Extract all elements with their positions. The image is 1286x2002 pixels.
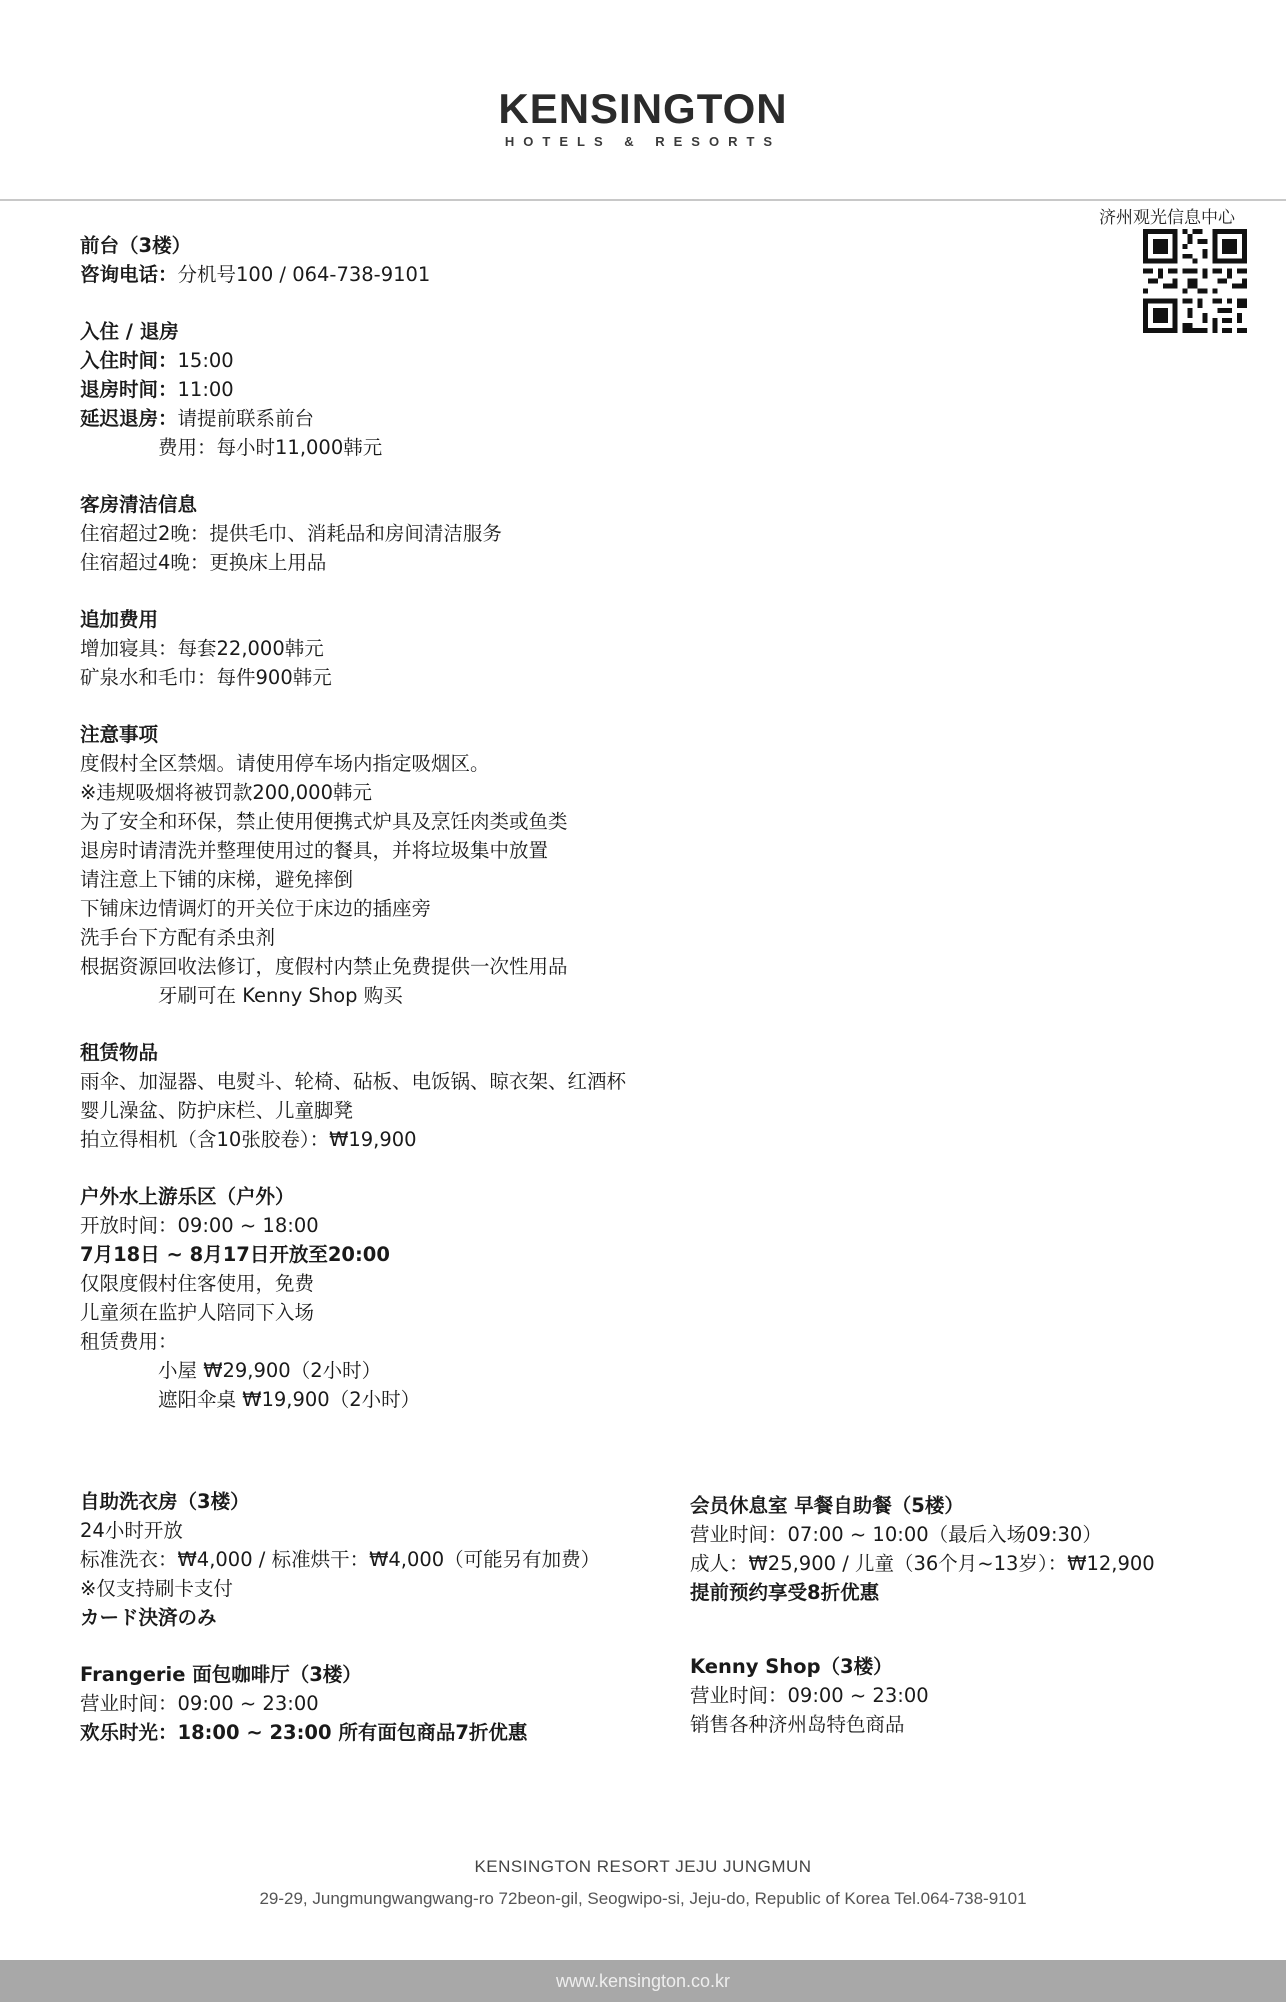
extra-fee-section — [80, 605, 840, 692]
lounge-title: 会员休息室 早餐自助餐（5楼） — [690, 1494, 964, 1517]
checkout-time — [80, 375, 840, 404]
list-item: 增加寝具：每套22,000韩元 — [80, 637, 324, 660]
notice-title: 注意事项 — [80, 723, 159, 746]
footer-resort-name: KENSINGTON RESORT JEJU JUNGMUN — [474, 1857, 812, 1876]
list-item: ※违规吸烟将被罚款200,000韩元 — [80, 781, 372, 804]
checkout-value: 11:00 — [177, 378, 234, 401]
notice-sub-item: 牙刷可在 Kenny Shop 购买 — [158, 984, 403, 1007]
late-checkout — [80, 404, 840, 433]
cleaning-section — [80, 490, 840, 577]
front-desk-section — [80, 231, 840, 289]
checkout-label: 退房时间： — [80, 378, 178, 401]
header-divider — [0, 199, 1286, 201]
bottom-right-column — [690, 1491, 1250, 1767]
water-park-section — [80, 1182, 840, 1414]
footer-website-link[interactable]: www.kensington.co.kr — [555, 1971, 731, 1991]
water-park-title: 户外水上游乐区（户外） — [80, 1185, 295, 1208]
water-park-summer-hours: 7月18日 ~ 8月17日开放至20:00 — [80, 1243, 390, 1266]
rental-title: 租赁物品 — [80, 1041, 159, 1064]
rental-fee-item: 小屋 ₩29,900（2小时） — [158, 1359, 382, 1382]
shop-section — [690, 1652, 1250, 1739]
cleaning-title: 客房清洁信息 — [80, 493, 198, 516]
checkin-title: 入住 / 退房 — [80, 320, 179, 343]
logo-sub-text: HOTELS & RESORTS — [504, 134, 782, 149]
rental-fee-item: 遮阳伞桌 ₩19,900（2小时） — [158, 1388, 421, 1411]
front-desk-phone — [80, 260, 840, 289]
phone-value: 分机号100 / 064-738-9101 — [177, 263, 431, 286]
late-checkout-fee: 费用：每小时11,000韩元 — [158, 436, 383, 459]
logo-main-text: KENSINGTON — [498, 85, 788, 132]
list-item: 住宿超过2晚：提供毛巾、消耗品和房间清洁服务 — [80, 522, 502, 545]
shop-title: Kenny Shop（3楼） — [690, 1655, 893, 1678]
water-park-hours: 开放时间：09:00 ~ 18:00 — [80, 1214, 319, 1237]
list-item: 拍立得相机（含10张胶卷）：₩19,900 — [80, 1128, 417, 1151]
rental-section — [80, 1038, 840, 1154]
bakery-section — [80, 1660, 680, 1747]
list-item: 租赁费用： — [80, 1330, 178, 1353]
bottom-left-column — [80, 1487, 680, 1775]
list-item: 请注意上下铺的床梯，避免摔倒 — [80, 868, 354, 891]
list-item: ※仅支持刷卡支付 — [80, 1577, 233, 1600]
late-checkout-value: 请提前联系前台 — [177, 407, 315, 430]
footer-bar — [0, 1960, 1286, 2002]
late-checkout-label: 延迟退房： — [80, 407, 178, 430]
list-item: 儿童须在监护人陪同下入场 — [80, 1301, 315, 1324]
extra-fee-title: 追加费用 — [80, 608, 159, 631]
left-column — [80, 231, 840, 1442]
bakery-title: Frangerie 面包咖啡厅（3楼） — [80, 1663, 362, 1686]
lounge-price: 成人：₩25,900 / 儿童（36个月~13岁）：₩12,900 — [690, 1552, 1155, 1575]
list-item: 退房时请清洗并整理使用过的餐具，并将垃圾集中放置 — [80, 839, 549, 862]
list-item: 度假村全区禁烟。请使用停车场内指定吸烟区。 — [80, 752, 490, 775]
list-item: 洗手台下方配有杀虫剂 — [80, 926, 276, 949]
notice-section — [80, 720, 840, 1010]
list-item: 矿泉水和毛巾：每件900韩元 — [80, 666, 332, 689]
checkin-time — [80, 346, 840, 375]
shop-hours: 营业时间：09:00 ~ 23:00 — [690, 1684, 929, 1707]
list-item: 根据资源回收法修订，度假村内禁止免费提供一次性用品 — [80, 955, 568, 978]
laundry-card-only: カード決済のみ — [80, 1606, 217, 1629]
phone-label: 咨询电话： — [80, 263, 178, 286]
front-desk-title: 前台（3楼） — [80, 234, 192, 257]
list-item: 标准洗衣：₩4,000 / 标准烘干：₩4,000（可能另有加费） — [80, 1548, 601, 1571]
list-item: 婴儿澡盆、防护床栏、儿童脚凳 — [80, 1099, 354, 1122]
footer-address: 29-29, Jungmungwangwang-ro 72beon-gil, Seogwipo-si, Jeju-do, Republic of Korea Tel.064-738-9101 — [259, 1889, 1027, 1908]
list-item: 仅限度假村住客使用，免费 — [80, 1272, 315, 1295]
laundry-title: 自助洗衣房（3楼） — [80, 1490, 250, 1513]
brand-logo — [0, 86, 1286, 149]
shop-description: 销售各种济州岛特色商品 — [690, 1713, 905, 1736]
qr-code-icon[interactable] — [1143, 229, 1247, 333]
list-item: 下铺床边情调灯的开关位于床边的插座旁 — [80, 897, 432, 920]
lounge-hours: 营业时间：07:00 ~ 10:00（最后入场09:30） — [690, 1523, 1102, 1546]
bakery-hours: 营业时间：09:00 ~ 23:00 — [80, 1692, 319, 1715]
checkin-value: 15:00 — [177, 349, 234, 372]
lounge-promo: 提前预约享受8折优惠 — [690, 1581, 880, 1604]
checkin-label: 入住时间： — [80, 349, 178, 372]
list-item: 住宿超过4晚：更换床上用品 — [80, 551, 327, 574]
list-item: 雨伞、加湿器、电熨斗、轮椅、砧板、电饭锅、晾衣架、红酒杯 — [80, 1070, 627, 1093]
list-item: 为了安全和环保，禁止使用便携式炉具及烹饪肉类或鱼类 — [80, 810, 568, 833]
bakery-happy-hour: 欢乐时光：18:00 ~ 23:00 所有面包商品7折优惠 — [80, 1721, 528, 1744]
qr-label: 济州观光信息中心 — [1099, 208, 1235, 228]
list-item: 24小时开放 — [80, 1519, 183, 1542]
lounge-section — [690, 1491, 1250, 1607]
laundry-section — [80, 1487, 680, 1632]
checkin-section — [80, 317, 840, 462]
